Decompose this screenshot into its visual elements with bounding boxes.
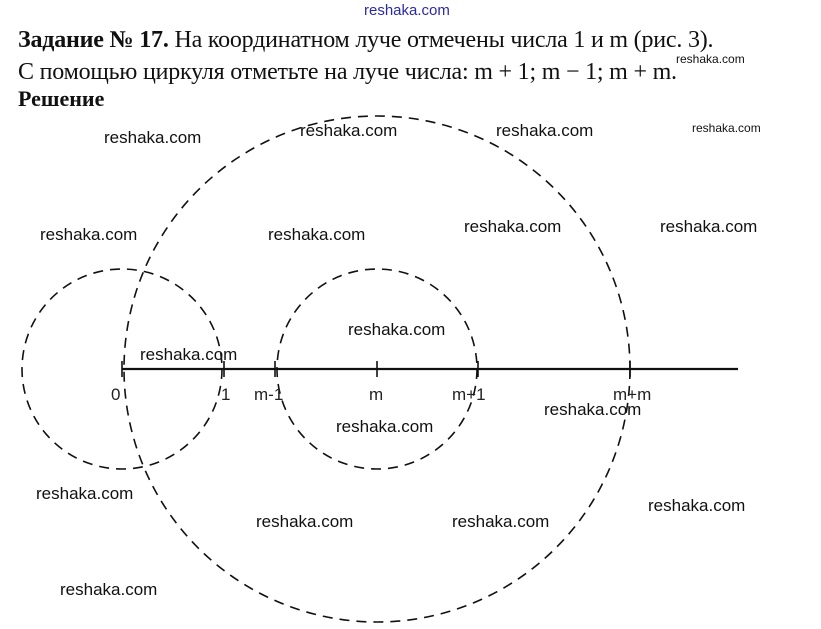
watermark[interactable]: reshaka.com xyxy=(648,496,746,515)
label-m-plus-1: m+1 xyxy=(452,385,486,404)
label-1: 1 xyxy=(221,385,231,404)
watermark[interactable]: reshaka.com xyxy=(140,345,238,364)
label-m-plus-m: m+m xyxy=(613,385,652,404)
task-text-1: На координатном луче отмечены числа 1 и m (рис. 3). xyxy=(168,27,714,53)
task-text-2: С помощью циркуля отметьте на луче числа: m + 1; m − 1; m + m. xyxy=(18,59,677,85)
label-0: 0 xyxy=(111,385,121,404)
watermark[interactable]: reshaka.com xyxy=(692,121,761,135)
watermark[interactable]: reshaka.com xyxy=(40,225,138,244)
label-m: m xyxy=(369,385,384,404)
watermark[interactable]: reshaka.com xyxy=(336,417,434,436)
watermark[interactable]: reshaka.com xyxy=(60,580,158,599)
watermark-top[interactable]: reshaka.com xyxy=(364,2,450,19)
watermark[interactable]: reshaka.com xyxy=(300,121,398,140)
watermark[interactable]: reshaka.com xyxy=(348,320,446,339)
solution-heading: Решение xyxy=(18,86,105,111)
watermark[interactable]: reshaka.com xyxy=(544,400,642,419)
watermark[interactable]: reshaka.com xyxy=(660,217,758,236)
watermark[interactable]: reshaka.com xyxy=(464,217,562,236)
label-m-minus-1: m-1 xyxy=(254,385,284,404)
watermark[interactable]: reshaka.com xyxy=(256,512,354,531)
watermark[interactable]: reshaka.com xyxy=(496,121,594,140)
watermark[interactable]: reshaka.com xyxy=(268,225,366,244)
watermark[interactable]: reshaka.com xyxy=(104,128,202,147)
task-number: Задание № 17. xyxy=(18,27,169,53)
watermark[interactable]: reshaka.com xyxy=(676,52,745,66)
watermark[interactable]: reshaka.com xyxy=(36,484,134,503)
watermark[interactable]: reshaka.com xyxy=(452,512,550,531)
